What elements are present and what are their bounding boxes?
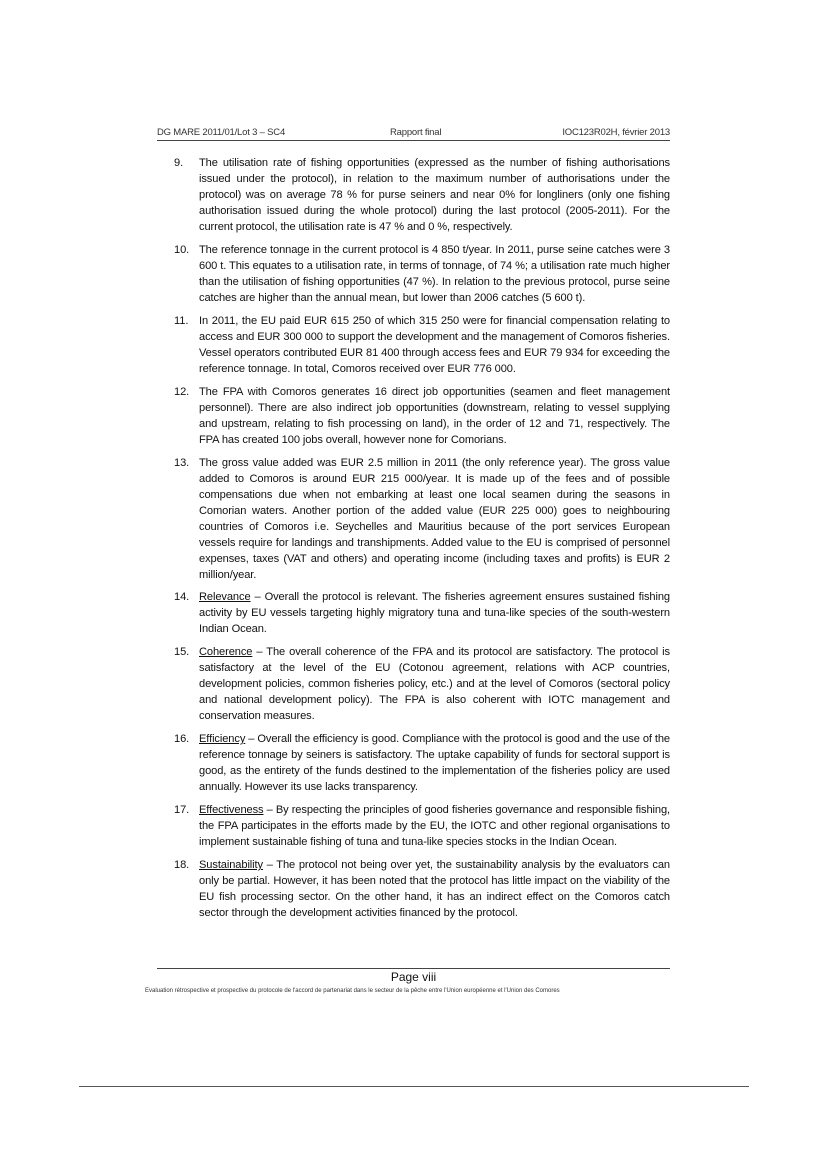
item-text: – Overall the protocol is relevant. The fisheries agreement ensures sustained fishing activity by EU vessels targeting highly migratory tuna and tuna-like species of the south-western Indian Ocean. xyxy=(199,591,670,636)
item-keyword: Coherence xyxy=(199,646,253,659)
list-item xyxy=(174,731,670,795)
item-text: The reference tonnage in the current protocol is 4 850 t/year. In 2011, purse seine catches were 3 600 t. This equates to a utilisation rate, in terms of tonnage, of 74 %; a utilisation rate much higher than the utilisation of fishing opportunities (47 %). In relation to the previous protocol, purse seine catches are higher than the annual mean, but lower than 2006 catches (5 600 t). xyxy=(199,243,670,304)
header-code-date: IOC123R02H, février 2013 xyxy=(562,127,670,138)
findings-list xyxy=(174,155,670,928)
list-item xyxy=(174,155,670,235)
item-number: 9. xyxy=(174,157,184,169)
item-number: 15. xyxy=(174,646,190,659)
item-text: – The protocol not being over yet, the sustainability analysis by the evaluators can only be partial. However, it has been noted that the protocol has little impact on the viability of the EU fish processing sector. On the other hand, it has an indirect effect on the Comoros catch sector through the development activities financed by the protocol. xyxy=(199,859,670,920)
item-number: 18. xyxy=(174,859,190,872)
item-text: The FPA with Comoros generates 16 direct job opportunities (seamen and fleet management personnel). There are also indirect job opportunities (downstream, relating to vessel supplying and upstream, relating to fish processing on land), in the order of 12 and 71, respectively. The FPA has created 100 jobs overall, however none for Comorians. xyxy=(199,385,670,446)
footer-note: Evaluation rétrospective et prospective du protocole de l'accord de partenariat dans le secteur de la pêche entre l'Union européenne et l'Union des Comores xyxy=(145,988,560,994)
item-text: In 2011, the EU paid EUR 615 250 of which 315 250 were for financial compensation relating to access and EUR 300 000 to support the development and the management of Comoros fisheries. Vessel operators contributed EUR 81 400 through access fees and EUR 79 934 for exceeding the reference tonnage. In total, Comoros received over EUR 776 000. xyxy=(199,314,670,375)
item-number: 12. xyxy=(174,385,190,398)
list-item xyxy=(174,313,670,377)
header-divider xyxy=(157,140,670,141)
list-item xyxy=(174,242,670,306)
page-number: Page viii xyxy=(390,970,437,984)
item-keyword: Effectiveness xyxy=(199,804,264,817)
item-text: – By respecting the principles of good fisheries governance and responsible fishing, the FPA participates in the efforts made by the EU, the IOTC and other regional organisations to implement sustainable fishing of tuna and tuna-like species stocks in the Indian Ocean. xyxy=(199,804,670,849)
list-item xyxy=(174,802,670,850)
item-number: 11. xyxy=(174,314,189,327)
item-text: – The overall coherence of the FPA and its protocol are satisfactory. The protocol is satisfactory at the level of the EU (Cotonou agreement, relations with ACP countries, development policies, common fisheries policy, etc.) and at the level of Comoros (sectoral policy and national development policy). The FPA is also coherent with IOTC management and conservation measures. xyxy=(199,646,670,723)
page-header xyxy=(157,127,670,139)
list-item xyxy=(174,644,670,724)
header-reference: DG MARE 2011/01/Lot 3 – SC4 xyxy=(157,127,286,138)
item-keyword: Sustainability xyxy=(199,859,263,872)
list-item xyxy=(174,455,670,583)
item-keyword: Relevance xyxy=(199,591,251,604)
header-title: Rapport final xyxy=(390,127,442,138)
list-item xyxy=(174,384,670,448)
item-text: – Overall the efficiency is good. Compliance with the protocol is good and the use of the reference tonnage by seiners is satisfactory. The uptake capability of funds for sectoral support is good, as the entirety of the funds destined to the implementation of the fisheries policy are used annually. However its use lacks transparency. xyxy=(199,733,670,794)
item-keyword: Efficiency xyxy=(199,733,246,746)
item-number: 16. xyxy=(174,733,190,746)
item-text: The utilisation rate of fishing opportunities (expressed as the number of fishing authorisations issued under the protocol), in relation to the maximum number of authorisations under the protocol) was on average 78 % for purse seiners and near 0% for longliners (only one fishing authorisation issued during the whole protocol) during the last protocol (2005-2011). For the current protocol, the utilisation rate is 47 % and 0 %, respectively. xyxy=(199,157,670,233)
footer-divider xyxy=(157,968,670,969)
list-item xyxy=(174,857,670,921)
item-number: 13. xyxy=(174,456,190,469)
item-text: The gross value added was EUR 2.5 million in 2011 (the only reference year). The gross value added to Comoros is around EUR 215 000/year. It is made up of the fees and of possible compensations due when not embarking at least one local seamen during the seasons in Comorian waters. Another portion of the added value (EUR 225 000) goes to neighbouring countries of Comoros i.e. Seychelles and Mauritius because of the port services European vessels require for landings and transhipments. Added value to the EU is comprised of personnel expenses, taxes (VAT and others) and operating income (including taxes and profits) is EUR 2 million/year. xyxy=(199,456,670,581)
item-number: 10. xyxy=(174,243,190,256)
page-bottom-divider xyxy=(79,1086,749,1087)
item-number: 17. xyxy=(174,804,190,817)
item-number: 14. xyxy=(174,591,190,604)
list-item xyxy=(174,589,670,637)
